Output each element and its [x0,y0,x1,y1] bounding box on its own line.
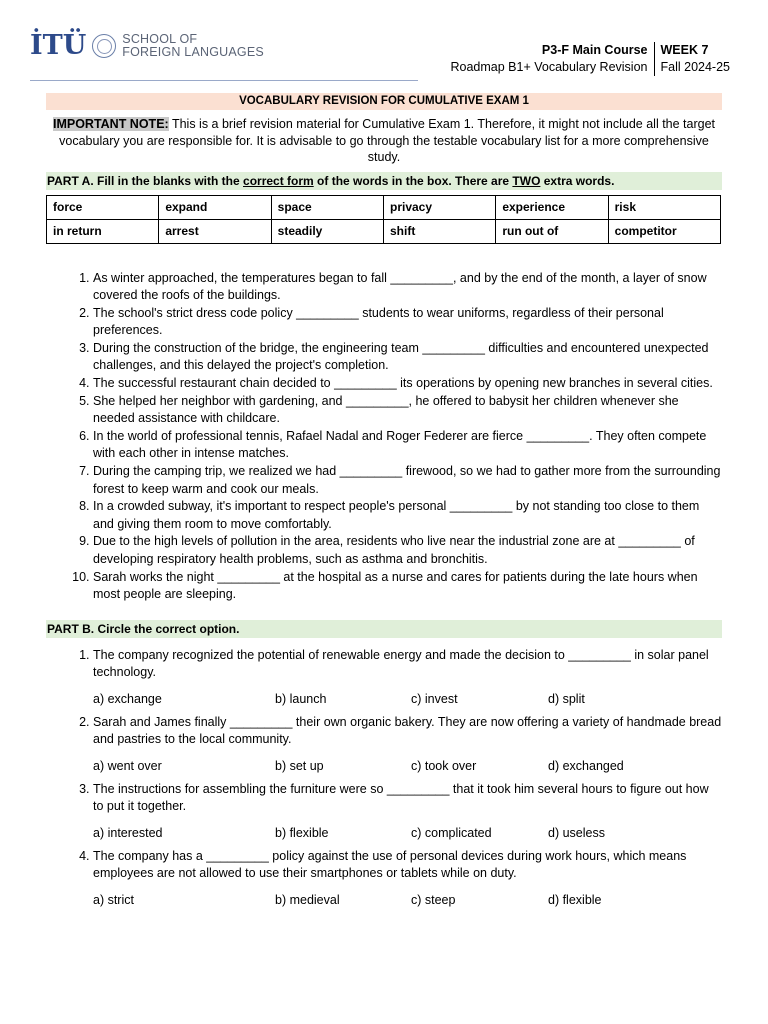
university-seal-icon [92,34,116,58]
part-a-heading-text-3: extra words. [540,173,615,188]
part-b-question [93,848,722,909]
answer-option[interactable]: b) set up [275,758,324,773]
worksheet-content [46,93,722,915]
part-a-question: 7. During the camping trip, we realized we had _________ firewood, so we had to gather more from the surrounding forest to keep warm and cook our meals. [93,463,722,498]
word-box-row [47,219,721,243]
part-a-question: 8. In a crowded subway, it's important to respect people's personal _________ by not standing too close to them and giving them room to move comfortably. [93,498,722,533]
page-header [30,28,730,80]
part-a-question: 10. Sarah works the night _________ at the hospital as a nurse and cares for patients during the late hours when most people are sleeping. [93,569,722,604]
part-b-question-text: 2. Sarah and James finally _________ their own organic bakery. They are now offering a variety of handmade bread and pastries to the local community. [93,714,722,746]
part-a-question: 5. She helped her neighbor with gardening, and _________, he offered to babysit her children whenever she needed assistance with childcare. [93,393,722,428]
answer-options [93,825,722,842]
part-a-question: 4. The successful restaurant chain decided to _________ its operations by opening new branches in several cities. [93,375,722,393]
part-b-questions [46,647,722,909]
word-box-cell: shift [383,219,495,243]
word-box [46,195,721,244]
answer-option[interactable]: a) exchange [93,691,162,706]
itu-logo-text: İTÜ [30,30,87,61]
worksheet-title: VOCABULARY REVISION FOR CUMULATIVE EXAM 1 [46,93,722,110]
word-box-cell: privacy [383,195,495,219]
answer-option[interactable]: a) interested [93,825,163,840]
answer-option[interactable]: b) launch [275,691,327,706]
part-b-question [93,781,722,842]
part-b-question-text: 4. The company has a _________ policy against the use of personal devices during work hours, which means employees are not allowed to use their smartphones or tablets while on duty. [93,848,687,880]
word-box-cell: competitor [608,219,720,243]
part-a-questions [46,270,722,604]
term-label: Fall 2024-25 [660,60,730,74]
school-name [122,33,264,59]
important-note-text: This is a brief revision material for Cumulative Exam 1. Therefore, it might not include all the target vocabulary you are responsible for. It is advisable to go through the testable vocabulary list for a more comprehensive study. [59,117,716,164]
answer-option[interactable]: d) flexible [548,892,602,907]
part-a-question: 9. Due to the high levels of pollution in the area, residents who live near the industrial zone are at _________ of developing respiratory health problems, such as asthma and bronchitis. [93,533,722,568]
part-a-question: 3. During the construction of the bridge, the engineering team _________ difficulties and encountered unexpected challenges, and this delayed the project's completion. [93,340,722,375]
answer-options [93,691,722,708]
part-b-question [93,714,722,775]
important-note-label: IMPORTANT NOTE: [52,117,169,131]
answer-option[interactable]: a) strict [93,892,134,907]
word-box-cell: arrest [159,219,271,243]
header-divider [30,80,418,81]
course-info-left [451,42,655,76]
part-b-question-text: 3. The instructions for assembling the furniture were so _________ that it took him several hours to figure out how to put it together. [93,781,709,813]
part-a-question: 1. As winter approached, the temperatures began to fall _________, and by the end of the month, a layer of snow covered the roofs of the buildings. [93,270,722,305]
word-box-cell: experience [496,195,608,219]
answer-option[interactable]: a) went over [93,758,162,773]
part-a-heading-underline-2: TWO [512,173,541,188]
part-a-heading [46,172,722,190]
word-box-cell: risk [608,195,720,219]
answer-option[interactable]: c) complicated [411,825,492,840]
part-b-heading: PART B. Circle the correct option. [46,620,722,638]
word-box-cell: steadily [271,219,383,243]
word-box-cell: force [47,195,159,219]
school-name-line2: FOREIGN LANGUAGES [122,44,264,59]
answer-option[interactable]: c) took over [411,758,477,773]
word-box-row [47,195,721,219]
word-box-cell: expand [159,195,271,219]
part-a-heading-underline-1: correct form [243,173,314,188]
part-a-heading-text: PART A. Fill in the blanks with the [47,173,244,188]
answer-option[interactable]: d) useless [548,825,605,840]
school-logo [30,30,264,61]
course-subtitle: Roadmap B1+ Vocabulary Revision [450,60,648,74]
word-box-cell: space [271,195,383,219]
answer-option[interactable]: b) medieval [275,892,340,907]
answer-options [93,758,722,775]
answer-option[interactable]: c) steep [411,892,456,907]
answer-options [93,892,722,909]
week-label: WEEK 7 [660,43,709,57]
part-b-question-text: 1. The company recognized the potential of renewable energy and made the decision to _________ in solar panel technology. [93,647,709,679]
course-name: P3-F Main Course [541,43,648,57]
word-box-cell: run out of [496,219,608,243]
word-box-cell: in return [47,219,159,243]
answer-option[interactable]: d) split [548,691,585,706]
answer-option[interactable]: c) invest [411,691,458,706]
answer-option[interactable]: b) flexible [275,825,329,840]
course-info [451,42,731,76]
school-name-line1: SCHOOL OF [122,31,198,46]
answer-option[interactable]: d) exchanged [548,758,624,773]
important-note [46,116,722,166]
course-info-right [655,42,731,76]
part-b-question [93,647,722,708]
part-a-heading-text-2: of the words in the box. There are [313,173,513,188]
part-a-question: 6. In the world of professional tennis, Rafael Nadal and Roger Federer are fierce _________. They often compete with each other in intense matches. [93,428,722,463]
part-a-question: 2. The school's strict dress code policy _________ students to wear uniforms, regardless of their personal preferences. [93,305,722,340]
